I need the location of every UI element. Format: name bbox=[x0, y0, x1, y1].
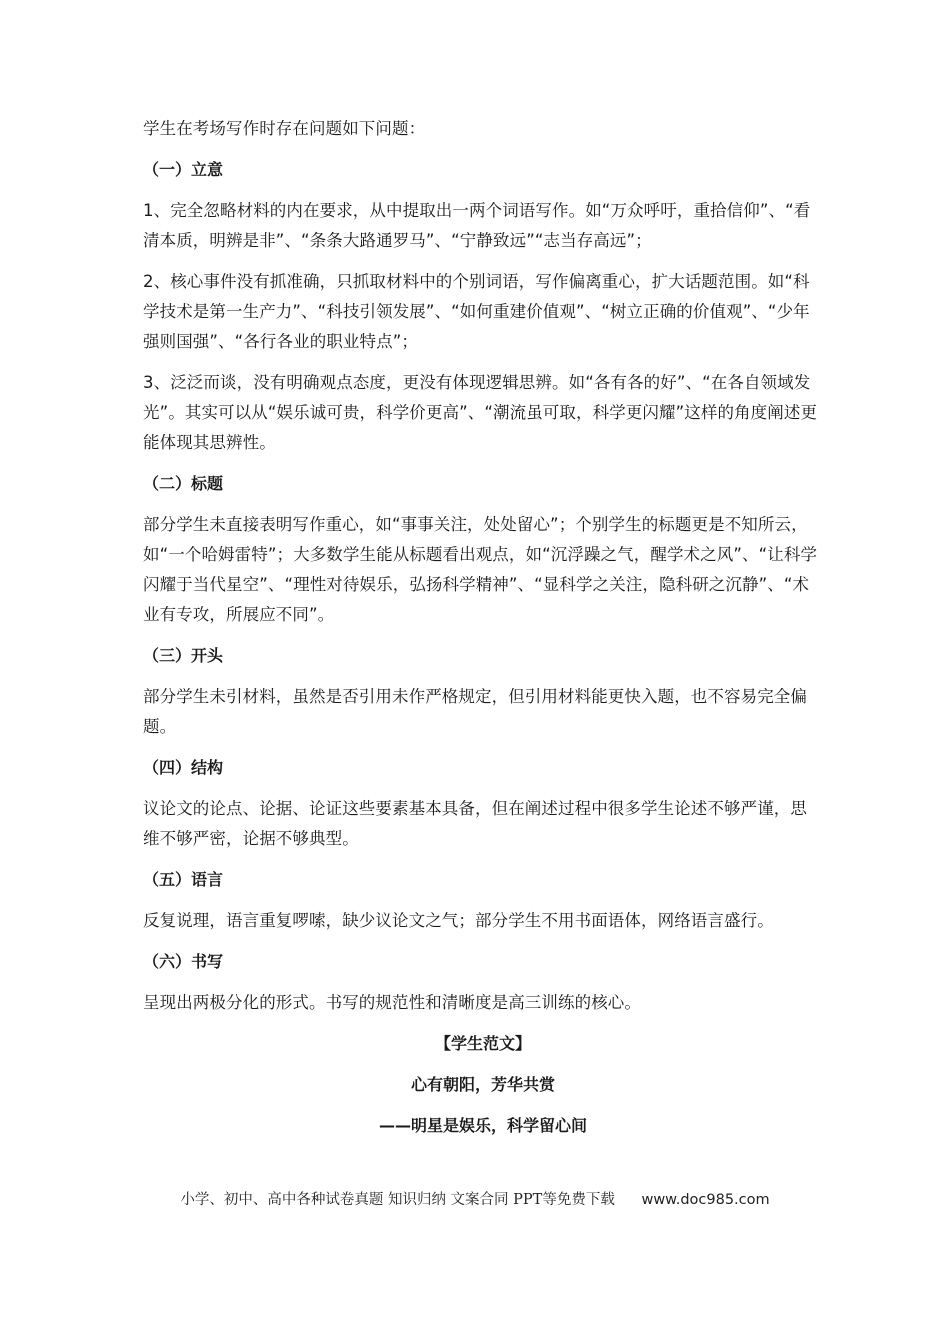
section-liyi bbox=[143, 155, 823, 458]
paragraph: 部分学生未引材料，虽然是否引用未作严格规定，但引用材料能更快入题，也不容易完全偏题。 bbox=[143, 687, 807, 736]
paragraph: 议论文的论点、论据、论证这些要素基本具备，但在阐述过程中很多学生论述不够严谨，思维不够严密，论据不够典型。 bbox=[143, 799, 807, 848]
paragraph: 1、完全忽略材料的内在要求，从中提取出一两个词语写作。如“万众呼吁，重拾信仰”、“看清本质，明辨是非”、“条条大路通罗马”、“宁静致远”“志当存高远”； bbox=[143, 201, 811, 250]
page-footer bbox=[0, 1188, 950, 1209]
section-heading: （三）开头 bbox=[143, 646, 224, 665]
section-heading: （五）语言 bbox=[143, 870, 224, 889]
section-heading: （一）立意 bbox=[143, 160, 224, 179]
section-yuyan bbox=[143, 865, 823, 936]
section-heading: （六）书写 bbox=[143, 952, 224, 971]
section-heading: （四）结构 bbox=[143, 758, 224, 777]
sample-label: 【学生范文】 bbox=[434, 1034, 531, 1053]
paragraph: 3、泛泛而谈，没有明确观点态度，更没有体现逻辑思辨。如“各有各的好”、“在各自领域发光”。其实可以从“娱乐诚可贵，科学价更高”、“潮流虽可取，科学更闪耀”这样的角度阐述更能体现其思辨性。 bbox=[143, 373, 818, 452]
paragraph: 部分学生未直接表明写作重心，如“事事关注，处处留心”；个别学生的标题更是不知所云，如“一个哈姆雷特”；大多数学生能从标题看出观点，如“沉浮躁之气，醒学术之风”、“让科学闪耀于当代星空”、“理性对待娱乐，弘扬科学精神”、“显科学之关注，隐科研之沉静”、“术业有专攻，所展应不同”。 bbox=[143, 515, 818, 624]
paragraph: 反复说理，语言重复啰嗦，缺少议论文之气；部分学生不用书面语体，网络语言盛行。 bbox=[143, 911, 774, 930]
section-jiegou bbox=[143, 753, 823, 854]
document-body bbox=[143, 114, 823, 1152]
section-heading: （二）标题 bbox=[143, 474, 224, 493]
paragraph: 呈现出两极分化的形式。书写的规范性和清晰度是高三训练的核心。 bbox=[143, 993, 641, 1012]
footer-text: 小学、初中、高中各种试卷真题 知识归纳 文案合同 PPT等免费下载 bbox=[180, 1192, 615, 1208]
sample-subtitle: ——明星是娱乐，科学留心间 bbox=[378, 1116, 587, 1135]
footer-url[interactable]: www.doc985.com bbox=[641, 1192, 770, 1208]
paragraph: 2、核心事件没有抓准确，只抓取材料中的个别词语，写作偏离重心，扩大话题范围。如“科学技术是第一生产力”、“科技引领发展”、“如何重建价值观”、“树立正确的价值观”、“少年强则国强”、“各行各业的职业特点”； bbox=[143, 272, 810, 351]
section-shuxie bbox=[143, 947, 823, 1018]
intro-paragraph: 学生在考场写作时存在问题如下问题： bbox=[143, 119, 426, 138]
sample-title: 心有朝阳，芳华共赏 bbox=[410, 1075, 555, 1094]
section-biaoti bbox=[143, 469, 823, 630]
section-kaitou bbox=[143, 641, 823, 742]
